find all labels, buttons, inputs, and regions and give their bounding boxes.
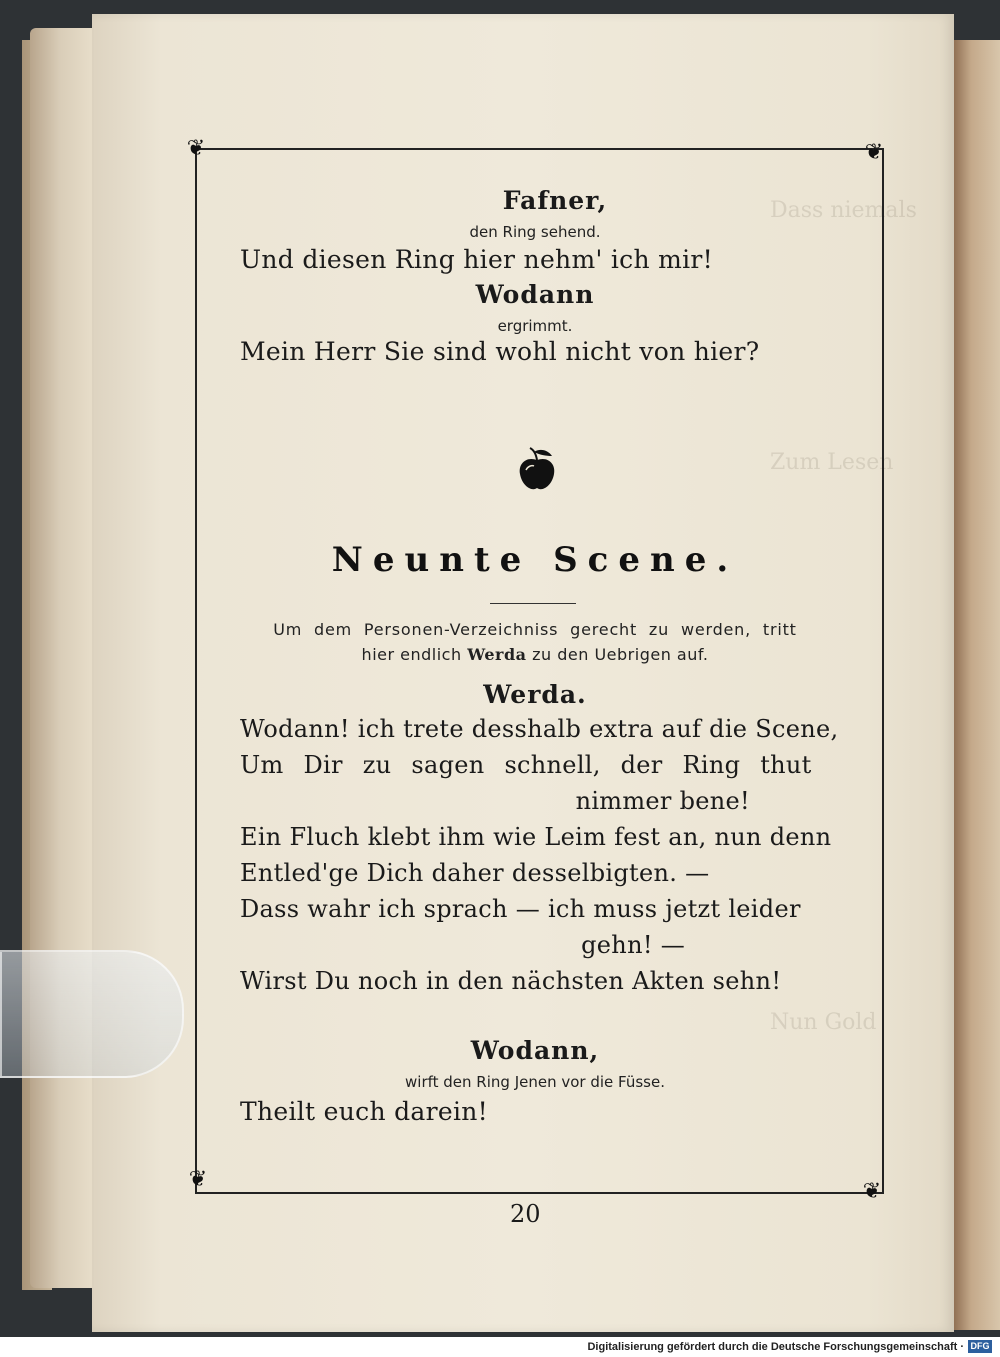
stage-direction: den Ring sehend.	[469, 223, 601, 241]
verse-line: Dass wahr ich sprach — ich muss jetzt leider	[240, 895, 801, 923]
divider-rule	[490, 603, 576, 604]
page-number: 20	[510, 1200, 541, 1228]
verse-line: gehn! —	[581, 931, 685, 959]
scene-direction-line	[240, 645, 830, 664]
scene-direction	[240, 620, 830, 664]
verse-line: nimmer bene!	[575, 787, 750, 815]
facing-page-edge	[952, 40, 1000, 1330]
corner-ornament-icon: ❦	[864, 140, 884, 165]
show-through-ghost: Dass niemals	[770, 198, 917, 223]
scene-title: Neunte Scene.	[331, 540, 739, 580]
speaker-name: Fafner,	[502, 186, 608, 215]
verse-line: Ein Fluch klebt ihm wie Leim fest an, nun denn	[240, 823, 832, 851]
corner-ornament-icon: ❦	[186, 136, 206, 161]
verse-line: Und diesen Ring hier nehm' ich mir!	[240, 245, 714, 274]
apple-vignette-icon	[512, 446, 562, 496]
stage-direction: ergrimmt.	[497, 317, 573, 335]
speaker-name: Wodann,	[470, 1036, 600, 1065]
dfg-logo: DFG	[968, 1340, 992, 1353]
character-name: Werda	[467, 645, 527, 664]
verse-line: Um Dir zu sagen schnell, der Ring thut	[240, 751, 812, 779]
scene-direction-line: Um dem Personen-Verzeichniss gerecht zu werden, tritt	[273, 620, 797, 639]
verse-line: Mein Herr Sie sind wohl nicht von hier?	[240, 337, 760, 366]
verse-line: Entled'ge Dich daher desselbigten. —	[240, 859, 710, 887]
scanner-clamp	[0, 950, 184, 1078]
dialogue-block-2	[240, 680, 839, 995]
verse-line: Theilt euch darein!	[240, 1097, 488, 1126]
corner-ornament-icon: ❦	[862, 1179, 882, 1204]
verse-line: Wirst Du noch in den nächsten Akten sehn!	[240, 967, 782, 995]
speaker-name: Werda.	[483, 680, 587, 709]
dialogue-block-1	[240, 186, 830, 366]
footer-credit: Digitalisierung gefördert durch die Deutsche Forschungsgemeinschaft ·	[587, 1341, 964, 1353]
stage-direction: wirft den Ring Jenen vor die Füsse.	[405, 1073, 665, 1091]
scene-direction-text: hier endlich	[361, 645, 468, 664]
verse-line: Wodann! ich trete desshalb extra auf die Scene,	[240, 715, 839, 743]
show-through-ghost: Nun Gold	[770, 1010, 877, 1035]
speaker-name: Wodann	[475, 280, 595, 309]
scene-direction-text: zu den Uebrigen auf.	[526, 645, 709, 664]
show-through-ghost: Zum Lesen	[770, 450, 894, 475]
corner-ornament-icon: ❦	[188, 1167, 208, 1192]
dialogue-block-3	[240, 1036, 830, 1126]
